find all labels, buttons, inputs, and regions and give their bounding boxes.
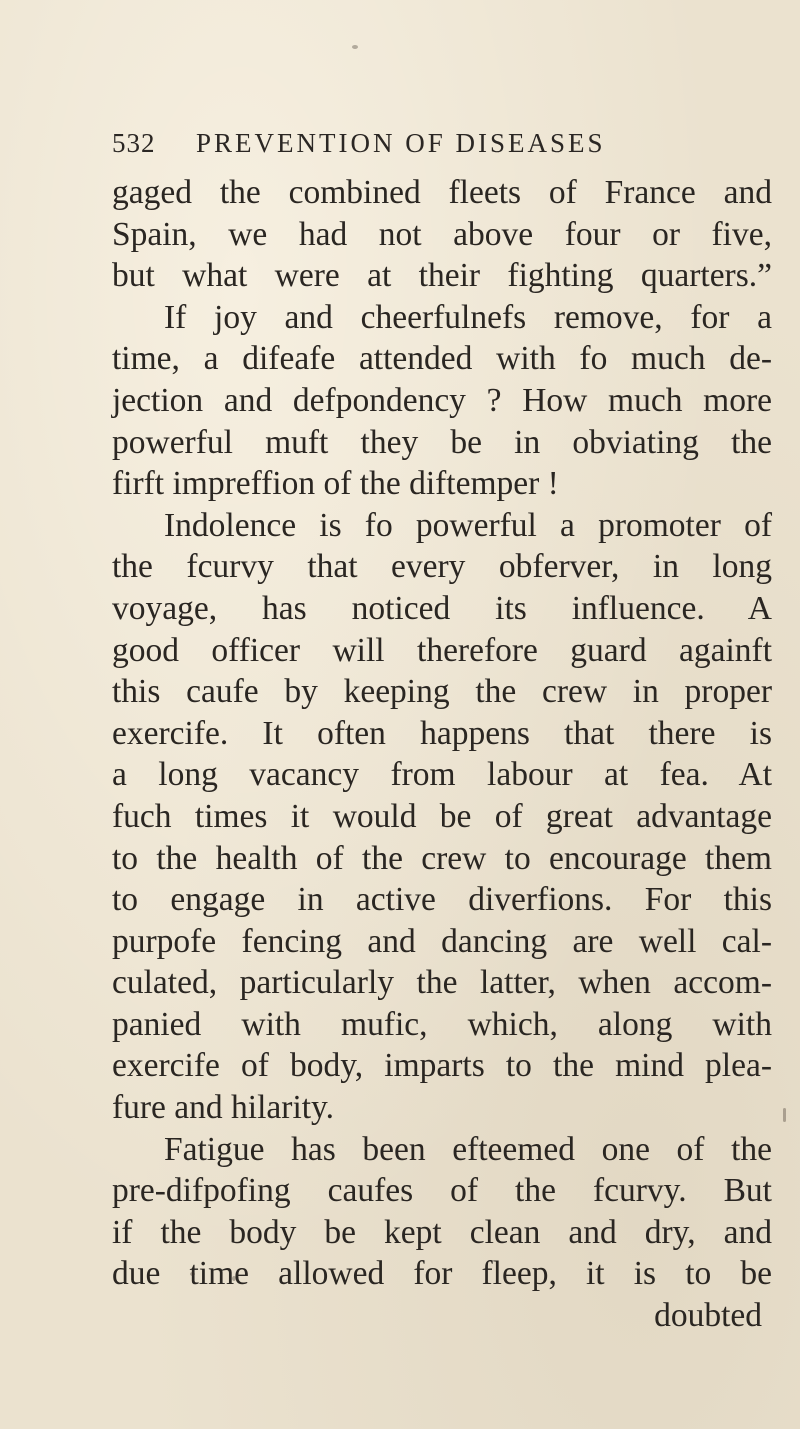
text-line: purpofe fencing and dancing are well cal- — [112, 922, 772, 960]
text-line: Spain, we had not above four or five, — [112, 215, 772, 253]
text-line: exercife of body, imparts to the mind plea- — [112, 1047, 772, 1085]
page-number: 532 — [112, 128, 156, 158]
text-line: gaged the combined fleets of France and — [112, 174, 772, 211]
paragraph-start-line: Indolence is fo powerful a promoter of — [164, 506, 772, 544]
text-line: voyage, has noticed its influence. A — [112, 589, 772, 627]
body-text — [112, 172, 772, 1337]
running-head — [112, 128, 752, 164]
paragraph-start-line: If joy and cheerfulnefs remove, for a — [164, 298, 772, 336]
paragraph-start-line: Fatigue has been efteemed one of the — [164, 1130, 772, 1168]
text-line: pre-difpofing caufes of the fcurvy. But — [112, 1172, 772, 1210]
ink-speck — [783, 1108, 786, 1122]
text-line: culated, particularly the latter, when accom- — [112, 964, 772, 1002]
catchword: doubted — [654, 1297, 762, 1335]
text-line: powerful muft they be in obviating the — [112, 423, 772, 461]
ink-speck — [232, 1276, 236, 1281]
text-line: to the health of the crew to encourage them — [112, 839, 772, 877]
text-line: the fcurvy that every obferver, in long — [112, 548, 772, 586]
paragraph-end-line: fure and hilarity. — [112, 1089, 335, 1127]
text-line: jection and defpondency ? How much more — [112, 381, 772, 419]
text-line: a long vacancy from labour at fea. At — [112, 756, 772, 794]
text-line: good officer will therefore guard againft — [112, 631, 772, 669]
text-line: due time allowed for fleep, it is to be — [112, 1255, 772, 1293]
ink-speck — [190, 1272, 195, 1276]
text-line: to engage in active diverfions. For this — [112, 881, 772, 919]
text-line: fuch times it would be of great advantage — [112, 797, 772, 835]
text-line: this caufe by keeping the crew in proper — [112, 673, 772, 711]
text-line: exercife. It often happens that there is — [112, 714, 772, 752]
text-line: time, a difeafe attended with fo much de- — [112, 340, 772, 378]
ink-speck — [352, 45, 358, 49]
paragraph-end-line: firft impreffion of the diftemper ! — [112, 465, 559, 503]
text-line: if the body be kept clean and dry, and — [112, 1213, 772, 1251]
running-title: PREVENTION OF DISEASES — [196, 128, 606, 158]
text-line: but what were at their fighting quarters.” — [112, 257, 772, 295]
text-line: panied with mufic, which, along with — [112, 1005, 772, 1043]
